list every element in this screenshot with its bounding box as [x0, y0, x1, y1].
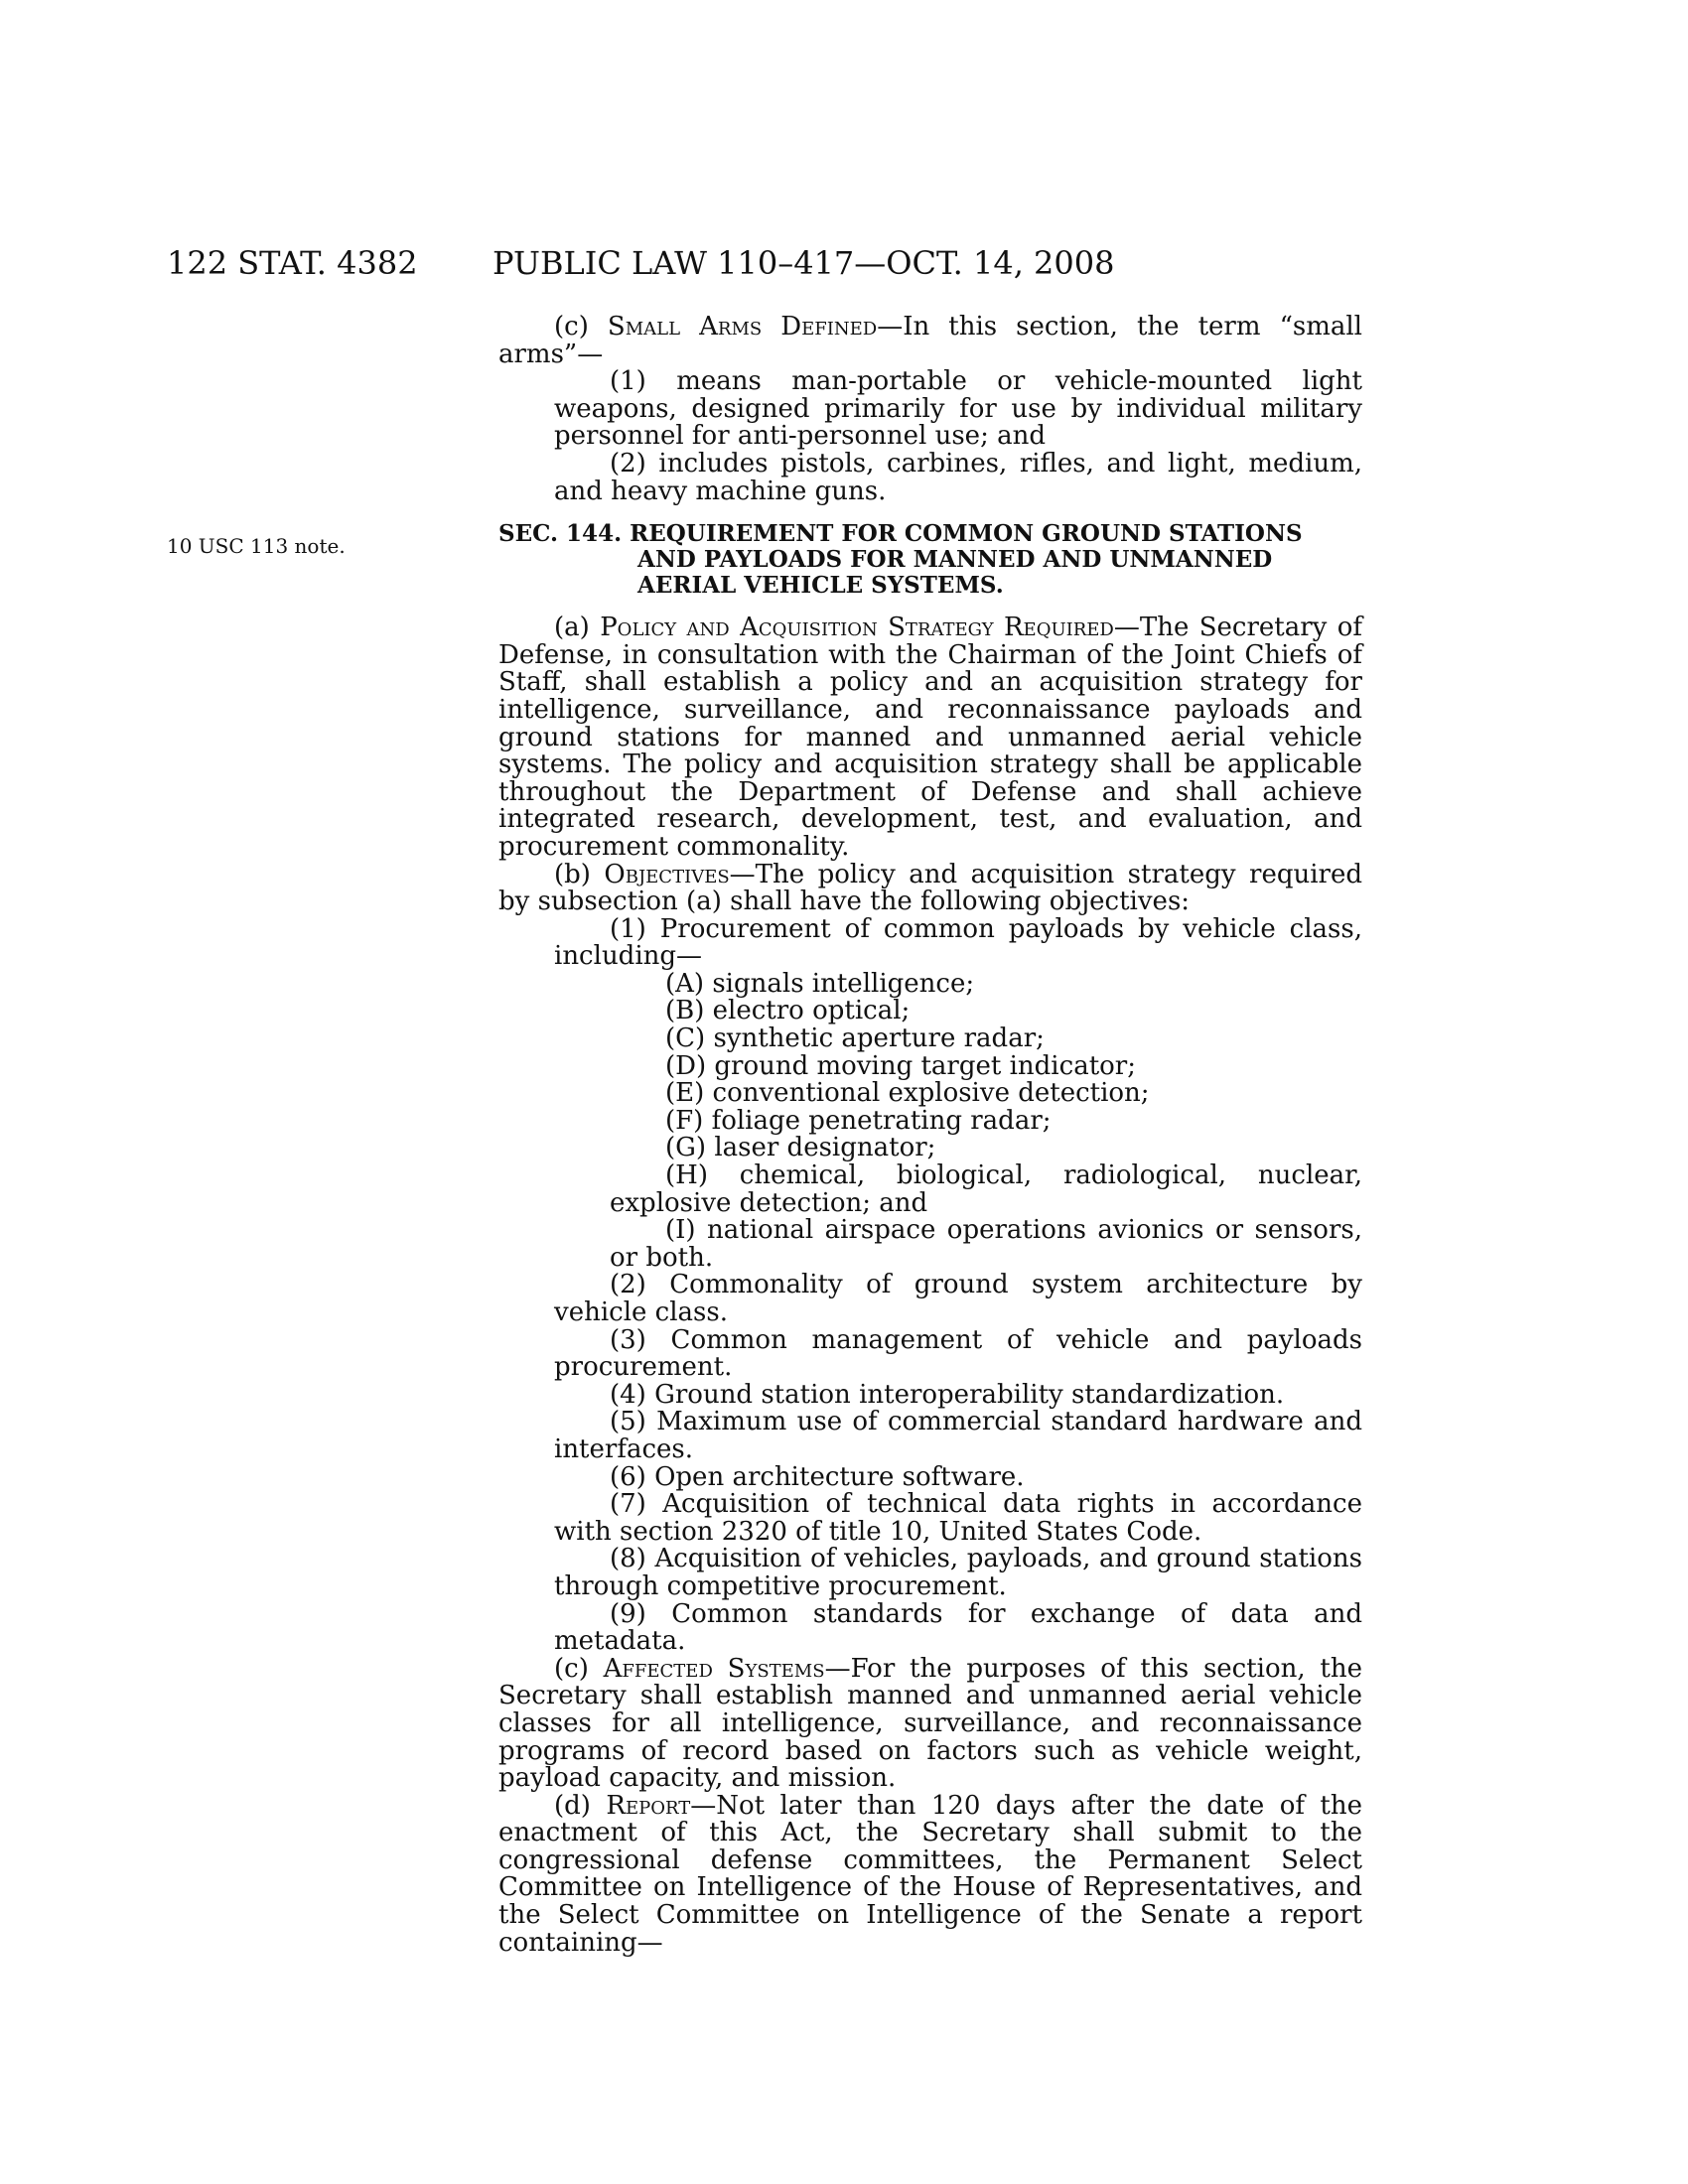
- subsection-heading: Small Arms Defined: [607, 312, 878, 341]
- document-body: [498, 314, 1362, 1957]
- subparagraph-item: (B) electro optical;: [665, 996, 911, 1026]
- paragraph-item: (1) Procurement of common payloads by vehicle class, including—: [554, 913, 1362, 972]
- subsection-c-small-arms: [498, 314, 1362, 368]
- public-law-title: PUBLIC LAW 110–417—OCT. 14, 2008: [492, 244, 1115, 282]
- paragraph-item: (1) means man-portable or vehicle-mounted light weapons, designed primarily for use by individual military personnel for anti-personnel use; and: [554, 366, 1362, 452]
- subsection-heading: Policy and Acquisition Strategy Required: [600, 613, 1114, 643]
- paragraph-item: (9) Common standards for exchange of data and metadata.: [554, 1598, 1362, 1657]
- subsection-d: [498, 1790, 1363, 1958]
- subsection-heading: Report: [606, 1790, 691, 1821]
- subsection-a: [498, 614, 1362, 861]
- paragraph-item: (3) Common management of vehicle and payloads procurement.: [554, 1324, 1362, 1383]
- subsection-c: [498, 1653, 1362, 1794]
- subparagraph-item: (I) national airspace operations avionics or sensors, or both.: [610, 1215, 1362, 1273]
- subsection-text: —Not later than 120 days after the date of the enactment of this Act, the Secretary shall submit to the congressional defense committees, the Permanent Select Committee on Intelligence of the House of Representatives, and the Select Committee on Intelligence of the Senate a report containing—: [498, 1790, 1363, 1958]
- subsection-label: (c): [554, 1653, 589, 1684]
- subsection-label: (b): [554, 859, 591, 889]
- subsection-text: —The Secretary of Defense, in consultation with the Chairman of the Joint Chiefs of Staff, shall establish a policy and an acquisition strategy for intelligence, surveillance, and reconnaissance payloads and ground stations for manned and unmanned aerial vehicle systems. The policy and acquisition strategy shall be applicable throughout the Department of Defense and shall achieve integrated research, development, test, and evaluation, and procurement commonality.: [498, 613, 1363, 862]
- subparagraph-item: (E) conventional explosive detection;: [665, 1078, 1150, 1109]
- subsection-text: —In this section, the term “small arms”—: [498, 312, 1362, 369]
- subsection-heading: Affected Systems: [603, 1653, 825, 1684]
- paragraph-item: (4) Ground station interoperability standardization.: [610, 1379, 1285, 1410]
- subparagraph-item: (D) ground moving target indicator;: [665, 1050, 1136, 1081]
- subsection-text: —For the purposes of this section, the Secretary shall establish manned and unmanned aerial vehicle classes for all intelligence, surveillance, and reconnaissance programs of record based on factors such as vehicle weight, payload capacity, and mission.: [498, 1653, 1362, 1794]
- subsection-text: —The policy and acquisition strategy required by subsection (a) shall have the following objectives:: [498, 859, 1362, 917]
- subsection-heading: Objectives: [604, 859, 730, 889]
- subparagraph-item: (H) chemical, biological, radiological, nuclear, explosive detection; and: [610, 1160, 1362, 1218]
- margin-note: 10 USC 113 note.: [167, 534, 346, 558]
- subsection-label: (a): [554, 613, 590, 643]
- page-header: [167, 244, 1368, 284]
- paragraph-item: (5) Maximum use of commercial standard hardware and interfaces.: [554, 1407, 1362, 1464]
- subparagraph-item: (A) signals intelligence;: [665, 968, 975, 999]
- subsection-label: (d): [554, 1790, 591, 1821]
- subparagraph-item: (F) foliage penetrating radar;: [665, 1105, 1052, 1136]
- paragraph-item: (2) includes pistols, carbines, rifles, and light, medium, and heavy machine guns.: [554, 448, 1362, 506]
- paragraph-item: (8) Acquisition of vehicles, payloads, and ground stations through competitive procurement.: [554, 1544, 1362, 1601]
- subsection-b: [498, 859, 1362, 917]
- paragraph-item: (7) Acquisition of technical data rights in accordance with section 2320 of title 10, United States Code.: [554, 1489, 1362, 1547]
- stat-citation: 122 STAT. 4382: [167, 244, 418, 282]
- subparagraph-item: (C) synthetic aperture radar;: [665, 1024, 1045, 1054]
- subsection-label: (c): [554, 312, 589, 341]
- paragraph-item: (2) Commonality of ground system architecture by vehicle class.: [554, 1270, 1362, 1327]
- section-heading: SEC. 144. REQUIREMENT FOR COMMON GROUND STATIONS AND PAYLOADS FOR MANNED AND UNMANNED AERIAL VEHICLE SYSTEMS.: [498, 520, 1303, 600]
- subparagraph-item: (G) laser designator;: [665, 1133, 936, 1163]
- paragraph-item: (6) Open architecture software.: [610, 1461, 1025, 1492]
